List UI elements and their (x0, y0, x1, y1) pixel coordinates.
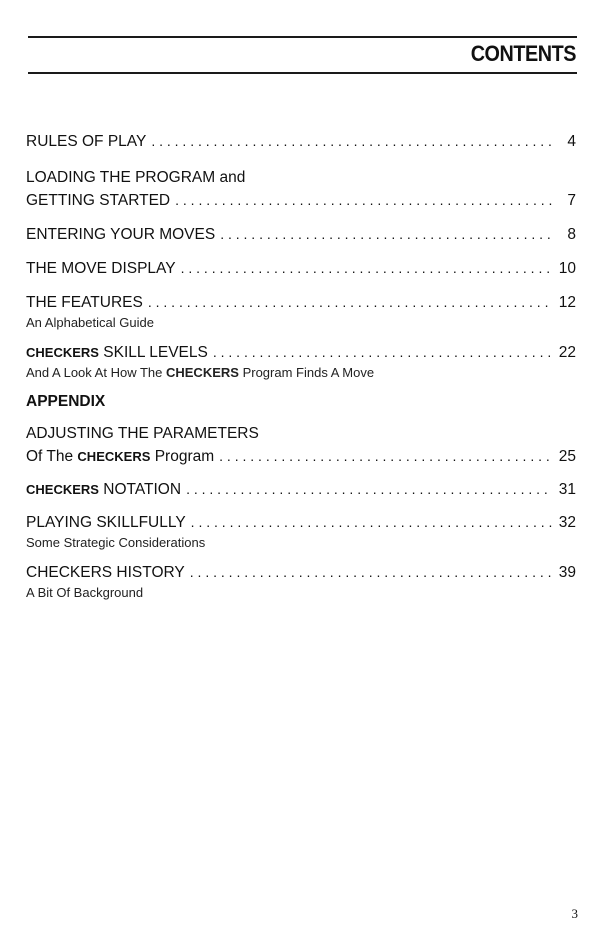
toc-entry-title: THE MOVE DISPLAY (26, 260, 176, 277)
toc-entry-subtitle: And A Look At How The CHECKERS Program Finds A Move (26, 365, 375, 380)
toc-entry-page: 22 (558, 344, 576, 361)
toc-entry-page: 32 (558, 514, 576, 531)
bottom-rule (28, 72, 577, 74)
checkers-wordmark: CHECKERS (26, 345, 99, 360)
toc-entry-page: 10 (558, 260, 576, 277)
toc-entry-subtitle: An Alphabetical Guide (26, 315, 154, 330)
toc-entry-page: 4 (567, 133, 576, 150)
toc-entry-the-move-display[interactable] (26, 257, 576, 280)
toc-entry-checkers-notation[interactable] (26, 478, 576, 501)
dot-leader (181, 257, 552, 279)
toc-entry-title: THE FEATURES (26, 294, 143, 311)
dot-leader (191, 511, 552, 533)
dot-leader (151, 130, 552, 152)
toc-entry-title-line1: LOADING THE PROGRAM and (26, 169, 246, 186)
dot-leader (220, 223, 552, 245)
dot-leader (175, 189, 552, 211)
toc-entry-page: 7 (567, 192, 576, 209)
toc-entry-title: RULES OF PLAY (26, 133, 147, 150)
dot-leader (213, 341, 552, 363)
toc-entry-rules-of-play[interactable] (26, 130, 576, 153)
dot-leader (190, 561, 552, 583)
toc-entry-page: 39 (558, 564, 576, 581)
toc-entry-playing-skillfully[interactable] (26, 511, 576, 551)
toc-entry-title-line1: ADJUSTING THE PARAMETERS (26, 425, 259, 442)
section-heading-appendix: APPENDIX (26, 393, 106, 410)
page-title: CONTENTS (470, 41, 576, 66)
toc-entry-page: 25 (558, 448, 576, 465)
toc-entry-subtitle: A Bit Of Background (26, 585, 144, 600)
toc-entry-entering-your-moves[interactable] (26, 223, 576, 246)
checkers-wordmark: CHECKERS (77, 449, 151, 464)
toc-entry-skill-levels[interactable] (26, 341, 576, 381)
toc-entry-title: NOTATION (103, 481, 182, 498)
dot-leader (186, 478, 552, 500)
toc-entry-title: ENTERING YOUR MOVES (26, 226, 216, 243)
toc-entry-checkers-history[interactable] (26, 561, 576, 601)
toc-entry-page: 12 (558, 294, 576, 311)
toc-entry-page: 8 (567, 226, 576, 243)
toc-entry-title: Program (154, 448, 215, 465)
toc-entry-adjusting-the-parameters[interactable]: ADJUSTING THE PARAMETERS Of The CHECKERS Program . . . 25 (26, 423, 576, 468)
toc-entry-title: CHECKERS HISTORY (26, 564, 185, 581)
checkers-wordmark: CHECKERS (165, 365, 239, 380)
dot-leader (219, 445, 552, 467)
toc-entry-title: SKILL LEVELS (103, 344, 208, 361)
toc-entry-subtitle: Some Strategic Considerations (26, 535, 206, 550)
toc-entry-page: 31 (558, 481, 576, 498)
top-rule (28, 36, 577, 38)
page-number: 3 (571, 906, 578, 921)
dot-leader (148, 291, 552, 313)
toc-entry-the-features[interactable] (26, 291, 576, 331)
toc-entry-title: GETTING STARTED (26, 192, 171, 209)
table-of-contents (26, 130, 576, 601)
toc-entry-loading-the-program[interactable] (26, 167, 576, 212)
checkers-wordmark: CHECKERS (26, 482, 99, 497)
toc-entry-title: PLAYING SKILLFULLY (26, 514, 186, 531)
